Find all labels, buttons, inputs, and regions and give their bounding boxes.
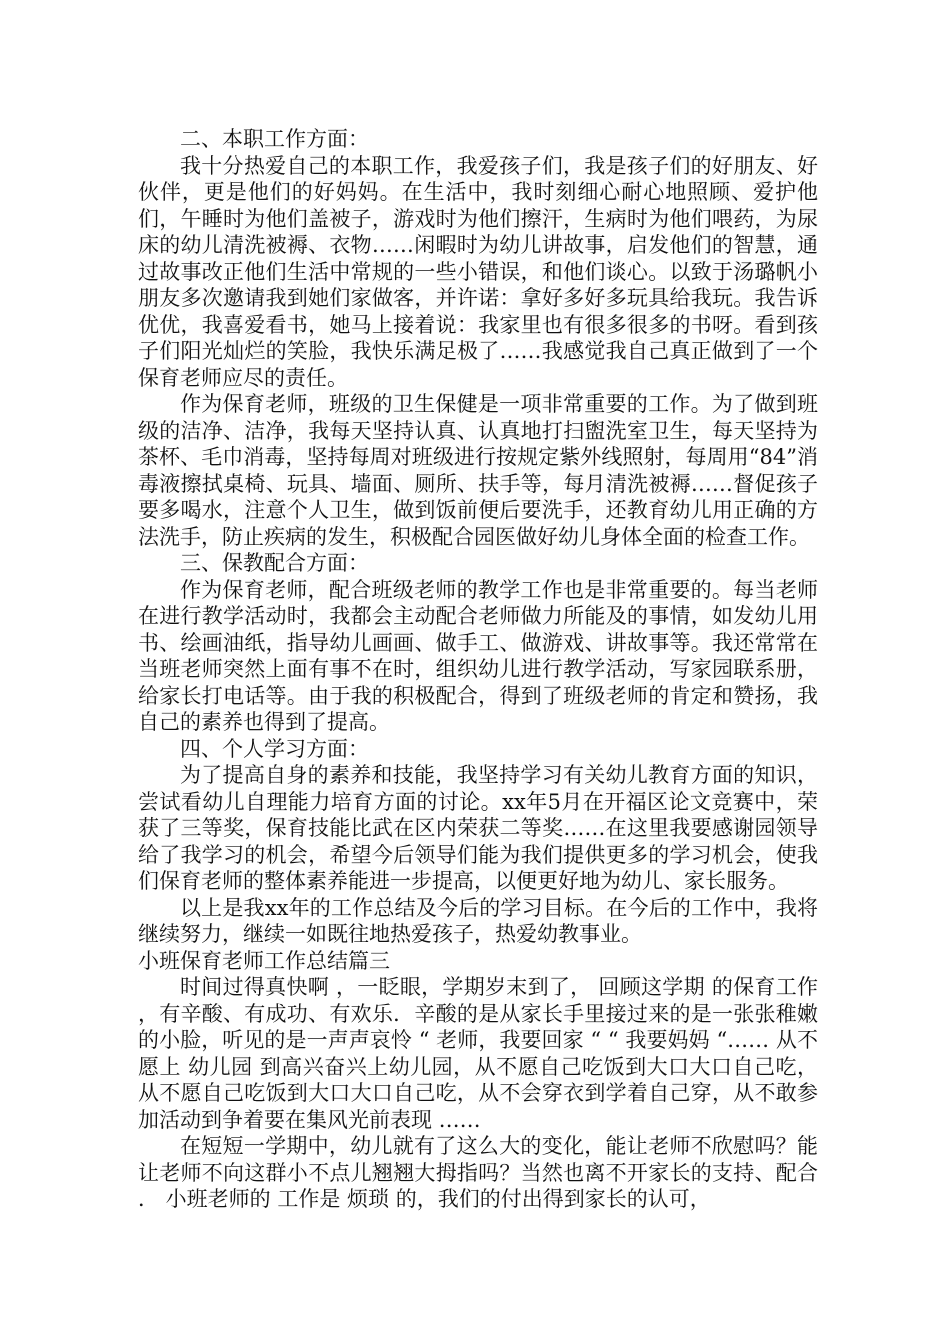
paragraph: 时间过得真快啊 ，一眨眼，学期岁末到了， 回顾这学期 的保育工作 ，有辛酸、有成功、有欢乐．辛酸的是从家长手里接过来的是一张张稚嫩的小脸，听见的是一声声哀怜 “ 老师，我要回家 “ “ 我要妈妈 “…… 从不愿上 幼儿园 到高兴奋兴上幼儿园，从不愿自己吃饭到大口大口自己吃，从不愿自己吃饭到大口大口自己吃，从不会穿衣到学着自己穿，从不敢参加活动到争着要在集风光前表现 …… — [138, 975, 818, 1132]
document-body — [138, 126, 818, 1213]
paragraph: 我十分热爱自己的本职工作，我爱孩子们，我是孩子们的好朋友、好伙伴，更是他们的好妈妈。在生活中，我时刻细心耐心地照顾、爱护他们，午睡时为他们盖被子，游戏时为他们擦汗，生病时为他们喂药，为尿床的幼儿清洗被褥、衣物……闲暇时为幼儿讲故事，启发他们的智慧，通过故事改正他们生活中常规的一些小错误，和他们谈心。以致于汤璐帆小朋友多次邀请我到她们家做客，并许诺：拿好多好多玩具给我玩。我告诉优优，我喜爱看书，她马上接着说：我家里也有很多很多的书呀。看到孩子们阳光灿烂的笑脸，我快乐满足极了……我感觉我自己真正做到了一个保育老师应尽的责任。 — [138, 153, 818, 390]
section-heading-learning: 四、个人学习方面： — [180, 736, 369, 761]
paragraph: 以上是我xx年的工作总结及今后的学习目标。在今后的工作中，我将继续努力，继续一如既往地热爱孩子，热爱幼教事业。 — [138, 895, 818, 946]
article-title: 小班保育老师工作总结篇三 — [138, 948, 390, 973]
paragraph: 作为保育老师，配合班级老师的教学工作也是非常重要的。每当老师在进行教学活动时，我都会主动配合老师做力所能及的事情，如发幼儿用书、绘画油纸，指导幼儿画画、做手工、做游戏、讲故事等。我还常常在当班老师突然上面有事不在时，组织幼儿进行教学活动，写家园联系册，给家长打电话等。由于我的积极配合，得到了班级老师的肯定和赞扬，我自己的素养也得到了提高。 — [138, 577, 818, 734]
section-heading-cooperation: 三、保教配合方面： — [180, 551, 369, 575]
paragraph: 为了提高自身的素养和技能，我坚持学习有关幼儿教育方面的知识，尝试看幼儿自理能力培育方面的讨论。xx年5月在开福区论文竞赛中，荣获了三等奖，保育技能比武在区内荣获二等奖……在这里我要感谢园领导给了我学习的机会，希望今后领导们能为我们提供更多的学习机会，使我们保育老师的整体素养能进一步提高，以便更好地为幼儿、家长服务。 — [138, 763, 818, 893]
section-heading-duties: 二、本职工作方面： — [180, 127, 369, 151]
paragraph: 作为保育老师，班级的卫生保健是一项非常重要的工作。为了做到班级的洁净、洁净，我每天坚持认真、认真地打扫盥洗室卫生，每天坚持为茶杯、毛巾消毒，坚持每周对班级进行按规定紫外线照射，每周用“84”消毒液擦拭桌椅、玩具、墙面、厕所、扶手等，每月清洗被褥……督促孩子要多喝水，注意个人卫生，做到饭前便后要洗手，还教育幼儿用正确的方法洗手，防止疾病的发生，积极配合园医做好幼儿身体全面的检查工作。 — [138, 392, 818, 549]
paragraph: 在短短一学期中，幼儿就有了这么大的变化，能让老师不欣慰吗？能让老师不向这群小不点儿翘翘大拇指吗？当然也离不开家长的支持、配合 ． 小班老师的 工作是 烦琐 的，我们的付出得到家长的认可， — [138, 1134, 818, 1211]
